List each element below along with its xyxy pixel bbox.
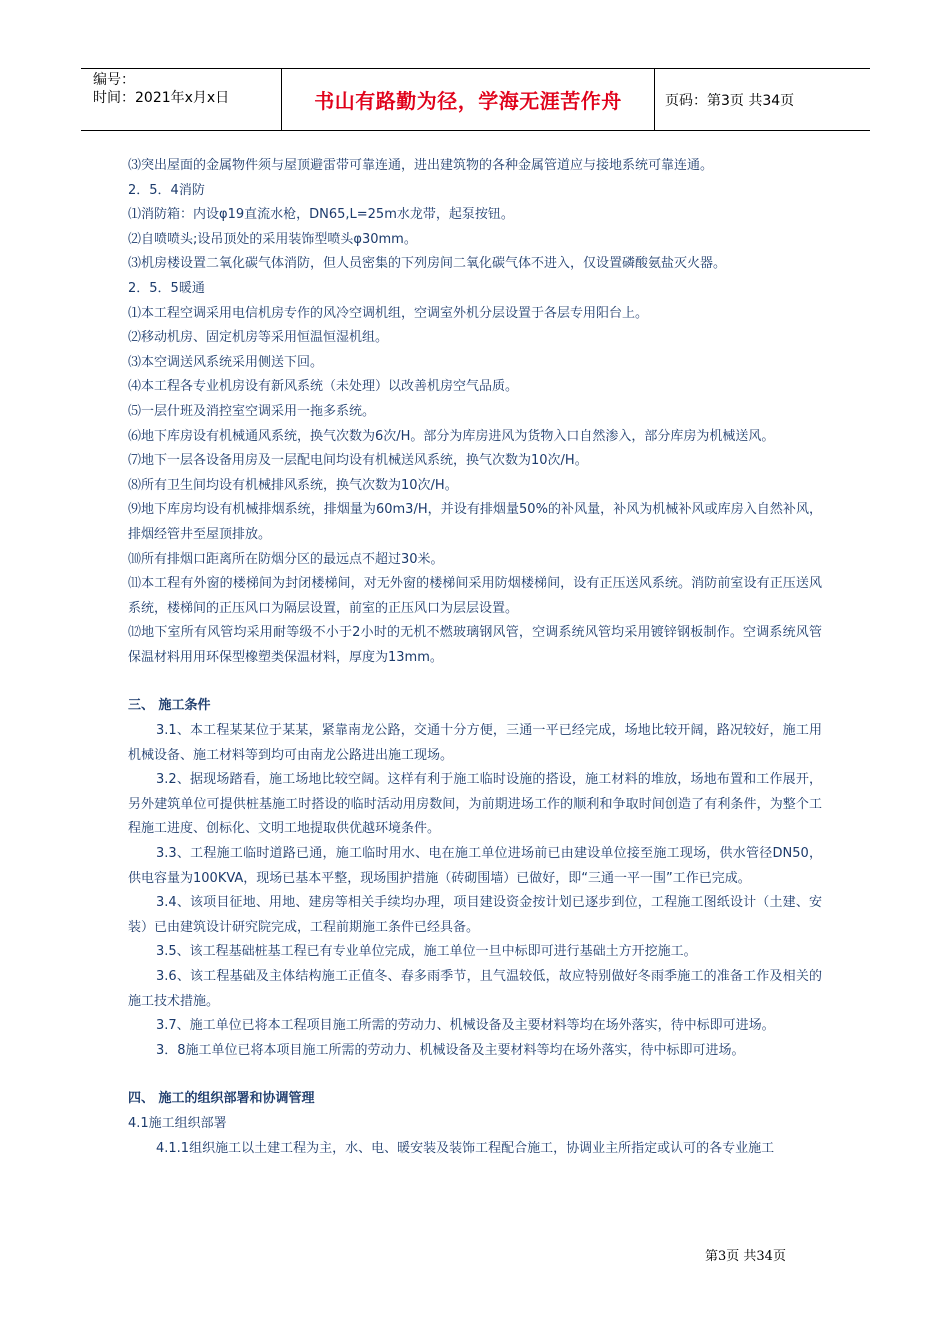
page-header (81, 68, 870, 131)
body-paragraph: ⑹地下库房设有机械通风系统，换气次数为6次/H。部分为库房进风为货物入口自然渗入，部分库房为机械送风。 (128, 428, 775, 444)
body-paragraph: 3.4、该项目征地、用地、建房等相关手续均办理，项目建设资金按计划已逐步到位，工程施工图纸设计（土建、安装）已由建筑设计研究院完成，工程前期施工条件已经具备。 (128, 895, 822, 935)
body-paragraph: ⑴消防箱：内设φ19直流水枪，DN65,L=25m水龙带，起泵按钮。 (128, 207, 514, 223)
body-paragraph: ⑵自喷喷头;设吊顶处的采用装饰型喷头φ30mm。 (128, 231, 417, 247)
body-paragraph: ⑸一层什班及消控室空调采用一拖多系统。 (128, 403, 376, 419)
paragraph-spacer (128, 670, 822, 694)
section-heading: 三、 施工条件 (128, 698, 211, 714)
body-paragraph: ⑶突出屋面的金属物件须与屋顶避雷带可靠连通，进出建筑物的各种金属管道应与接地系统可靠连通。 (128, 158, 714, 173)
page-footer: 第3页 共34页 (705, 1249, 786, 1264)
body-paragraph: 2．5．4消防 (128, 182, 205, 198)
document-date-label: 时间：2021年x月x日 (93, 90, 230, 106)
body-paragraph: ⑾本工程有外窗的楼梯间为封闭楼梯间，对无外窗的楼梯间采用防烟楼梯间，设有正压送风系统。消防前室设有正压送风系统，楼梯间的正压风口为隔层设置，前室的正压风口为层层设置。 (128, 576, 822, 616)
body-paragraph: 3.2、据现场踏看，施工场地比较空阔。这样有利于施工临时设施的搭设，施工材料的堆放，场地布置和工作展开，另外建筑单位可提供桩基施工时搭设的临时活动用房数间，为前期进场工作的顺利和争取时间创造了有利条件，为整个工程施工进度、创标化、文明工地提取供优越环境条件。 (128, 772, 822, 837)
body-paragraph: ⑶机房楼设置二氧化碳气体消防，但人员密集的下列房间二氧化碳气体不进入，仅设置磷酸氨盐灭火器。 (128, 256, 727, 272)
body-paragraph: 4.1施工组织部署 (128, 1115, 227, 1131)
body-paragraph: ⑶本空调送风系统采用侧送下回。 (128, 354, 324, 370)
body-paragraph: 2．5．5暖通 (128, 280, 205, 296)
body-paragraph: 3.5、该工程基础桩基工程已有专业单位完成，施工单位一旦中标即可进行基础土方开挖施工。 (156, 944, 697, 960)
paragraph-spacer (128, 1063, 822, 1087)
body-paragraph: ⑽所有排烟口距离所在防烟分区的最远点不超过30米。 (128, 551, 444, 567)
body-paragraph: 3.3、工程施工临时道路已通，施工临时用水、电在施工单位进场前已由建设单位接至施工现场，供水管径DN50，供电容量为100KVA，现场已基本平整，现场围护措施（砖砌围墙）已做好，即“三通一平一围”工作已完成。 (128, 846, 822, 886)
body-paragraph: 4.1.1组织施工以土建工程为主，水、电、暖安装及装饰工程配合施工，协调业主所指定或认可的各专业施工 (156, 1140, 775, 1156)
section-heading: 四、 施工的组织部署和协调管理 (128, 1091, 315, 1107)
body-paragraph: ⑻所有卫生间均设有机械排风系统，换气次数为10次/H。 (128, 477, 458, 493)
header-page-number: 页码：第3页 共34页 (665, 92, 795, 109)
body-paragraph: ⑿地下室所有风管均采用耐等级不小于2小时的无机不燃玻璃钢风管，空调系统风管均采用镀锌钢板制作。空调系统风管保温材料用用环保型橡塑类保温材料，厚度为13mm。 (128, 625, 822, 665)
document-number-label: 编号： (93, 72, 135, 88)
body-paragraph: ⑺地下一层各设备用房及一层配电间均设有机械送风系统，换气次数为10次/H。 (128, 453, 588, 469)
header-motto: 书山有路勤为径，学海无涯苦作舟 (281, 69, 655, 130)
body-paragraph: 3.6、该工程基础及主体结构施工正值冬、春多雨季节，且气温较低，故应特别做好冬雨季施工的准备工作及相关的施工技术措施。 (128, 969, 822, 1009)
body-paragraph: 3．8施工单位已将本项目施工所需的劳动力、机械设备及主要材料等均在场外落实，待中标即可进场。 (156, 1042, 745, 1058)
body-paragraph: 3.1、本工程某某位于某某，紧靠南龙公路，交通十分方便，三通一平已经完成，场地比较开阔，路况较好，施工用机械设备、施工材料等到均可由南龙公路进出施工现场。 (128, 723, 822, 763)
document-body (128, 154, 822, 1161)
body-paragraph: ⑵移动机房、固定机房等采用恒温恒湿机组。 (128, 330, 389, 346)
body-paragraph: ⑷本工程各专业机房设有新风系统（未处理）以改善机房空气品质。 (128, 379, 519, 395)
header-meta (81, 69, 281, 130)
body-paragraph: 3.7、施工单位已将本工程项目施工所需的劳动力、机械设备及主要材料等均在场外落实，待中标即可进场。 (156, 1018, 775, 1034)
body-paragraph: ⑼地下库房均设有机械排烟系统，排烟量为60m3/H，并设有排烟量50%的补风量，补风为机械补风或库房入自然补风，排烟经管井至屋顶排放。 (128, 502, 822, 542)
body-paragraph: ⑴本工程空调采用电信机房专作的风冷空调机组，空调室外机分层设置于各层专用阳台上。 (128, 305, 649, 321)
